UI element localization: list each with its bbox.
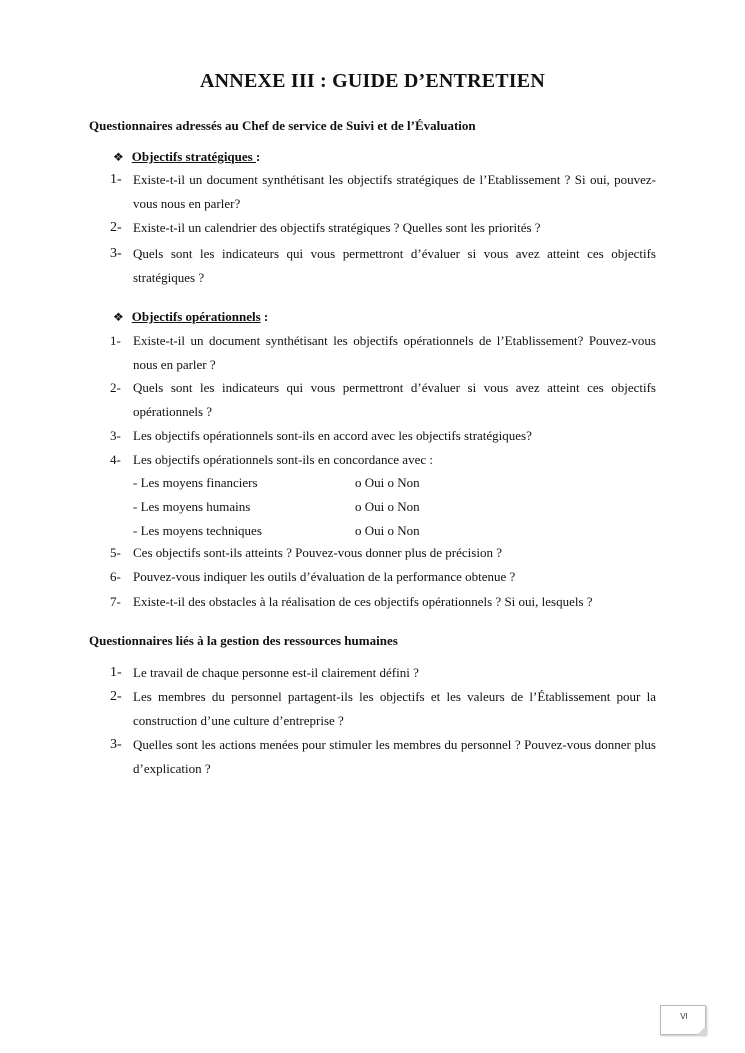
question-hr-2 — [110, 685, 656, 733]
question-strategic-2 — [110, 216, 656, 240]
question-strategic-1 — [110, 168, 656, 216]
question-text: Les membres du personnel partagent-ils les objectifs et les valeurs de l’Établissement pour la construction d’une culture d’entreprise ? — [133, 689, 656, 728]
page-number: VI — [680, 1012, 688, 1021]
diamond-bullet-icon: ❖ — [113, 150, 124, 164]
question-operational-7 — [110, 590, 656, 614]
page-curl-icon — [697, 1026, 706, 1035]
subheading-label: Objectifs stratégiques — [131, 149, 256, 164]
resource-label: - Les moyens financiers — [133, 475, 258, 490]
page-number-box — [660, 1005, 706, 1035]
question-number: 5- — [110, 545, 121, 560]
question-number: 2- — [110, 220, 122, 235]
section-heading-human-resources: Questionnaires liés à la gestion des ressources humaines — [89, 633, 398, 648]
question-strategic-3 — [110, 242, 656, 290]
question-number: 3- — [110, 737, 122, 752]
section-heading-evaluation: Questionnaires adressés au Chef de service de Suivi et de l’Évaluation — [89, 118, 476, 133]
question-number: 1- — [110, 333, 121, 348]
page-title: ANNEXE III : GUIDE D’ENTRETIEN — [200, 70, 545, 92]
question-text: Quelles sont les actions menées pour stimuler les membres du personnel ? Pouvez-vous donner plus d’explication ? — [133, 737, 656, 776]
question-text: Existe-t-il un document synthétisant les objectifs opérationnels de l’Etablissement? Pouvez-vous nous en parler ? — [133, 333, 656, 372]
question-number: 1- — [110, 665, 122, 680]
question-text: Existe-t-il un document synthétisant les objectifs stratégiques de l’Etablissement ? Si oui, pouvez-vous nous en parler? — [133, 172, 656, 211]
resource-row-technical — [133, 523, 420, 539]
question-number: 3- — [110, 428, 121, 443]
question-text: Ces objectifs sont-ils atteints ? Pouvez-vous donner plus de précision ? — [133, 545, 502, 560]
subheading-colon: : — [260, 309, 269, 324]
question-text: Les objectifs opérationnels sont-ils en concordance avec : — [133, 452, 433, 467]
subheading-operational-objectives — [113, 309, 268, 325]
resource-label: - Les moyens techniques — [133, 523, 262, 538]
question-text: Quels sont les indicateurs qui vous permettront d’évaluer si vous avez atteint ces objectifs opérationnels ? — [133, 380, 656, 419]
question-text: Pouvez-vous indiquer les outils d’évaluation de la performance obtenue ? — [133, 569, 516, 584]
diamond-bullet-icon: ❖ — [113, 310, 124, 324]
question-operational-1 — [110, 329, 656, 377]
question-number: 6- — [110, 569, 121, 584]
question-operational-2 — [110, 376, 656, 424]
yes-no-options: o Oui o Non — [355, 499, 420, 514]
question-text: Quels sont les indicateurs qui vous permettront d’évaluer si vous avez atteint ces objectifs stratégiques ? — [133, 246, 656, 285]
question-hr-3 — [110, 733, 656, 781]
question-number: 3- — [110, 246, 122, 261]
question-text: Existe-t-il des obstacles à la réalisation de ces objectifs opérationnels ? Si oui, lesquels ? — [133, 594, 593, 609]
question-hr-1 — [110, 661, 656, 685]
question-text: Les objectifs opérationnels sont-ils en accord avec les objectifs stratégiques? — [133, 428, 532, 443]
yes-no-options: o Oui o Non — [355, 523, 420, 538]
question-number: 2- — [110, 380, 121, 395]
question-number: 7- — [110, 594, 121, 609]
yes-no-options: o Oui o Non — [355, 475, 420, 490]
resource-label: - Les moyens humains — [133, 499, 251, 514]
question-number: 1- — [110, 172, 122, 187]
resource-row-human — [133, 499, 420, 515]
subheading-strategic-objectives — [113, 149, 260, 165]
resource-row-financial — [133, 475, 420, 491]
question-text: Le travail de chaque personne est-il clairement défini ? — [133, 665, 419, 680]
question-operational-6 — [110, 565, 656, 589]
question-operational-3 — [110, 424, 656, 448]
question-text: Existe-t-il un calendrier des objectifs stratégiques ? Quelles sont les priorités ? — [133, 220, 541, 235]
question-operational-4 — [110, 448, 656, 472]
question-number: 2- — [110, 689, 122, 704]
subheading-colon: : — [255, 149, 261, 164]
subheading-label: Objectifs opérationnels — [131, 309, 261, 324]
question-number: 4- — [110, 452, 121, 467]
question-operational-5 — [110, 541, 656, 565]
